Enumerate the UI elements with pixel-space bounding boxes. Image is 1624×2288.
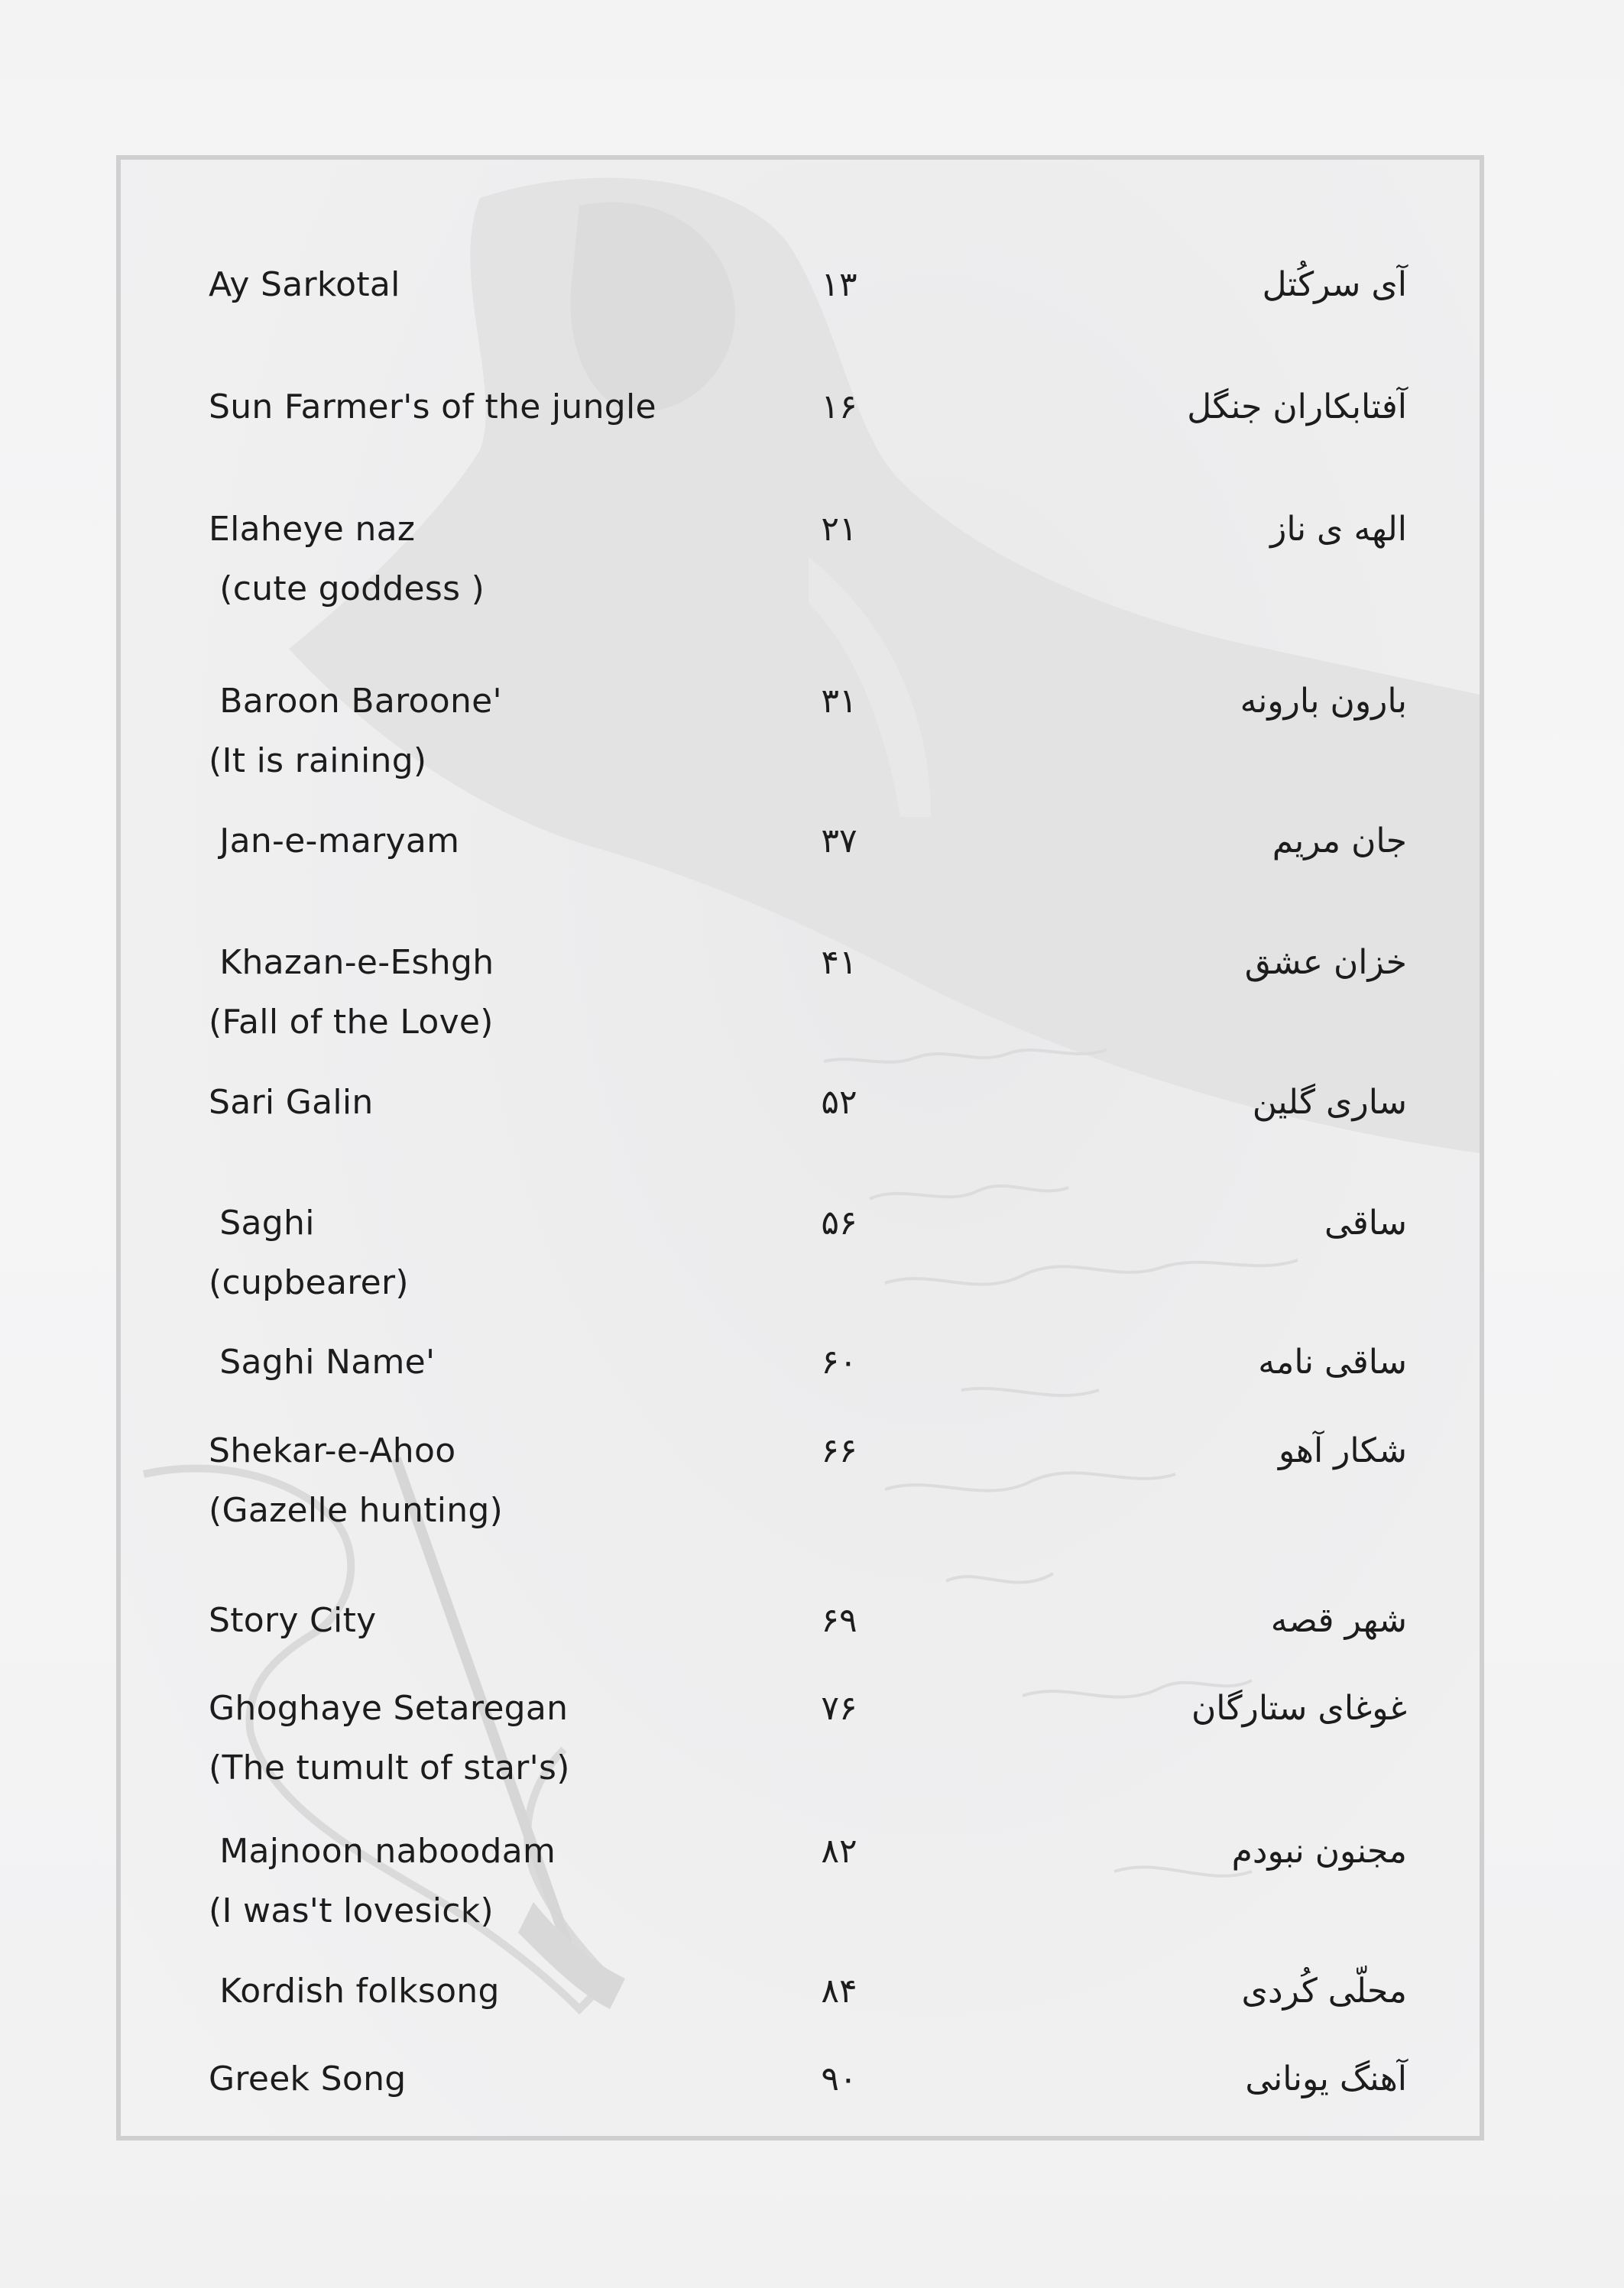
page-number: ۱۶ <box>821 387 857 426</box>
persian-title: ساقی نامه <box>1258 1343 1407 1382</box>
persian-title: آفتابکاران جنگل <box>1187 387 1407 426</box>
page-number: ۷۶ <box>821 1689 857 1728</box>
page-frame <box>116 155 1484 2141</box>
english-title: Ghoghaye Setaregan (The tumult of star's) <box>209 1689 570 1787</box>
page-number: ۵۲ <box>821 1083 857 1122</box>
english-title: Sun Farmer's of the jungle <box>209 387 656 426</box>
persian-title: غوغای ستارگان <box>1191 1689 1407 1728</box>
page-number: ۶۹ <box>821 1601 857 1640</box>
english-title: Shekar-e-Ahoo (Gazelle hunting) <box>209 1431 504 1530</box>
english-title: Majnoon naboodam (I was't lovesick) <box>209 1832 556 1930</box>
english-title: Sari Galin <box>209 1083 374 1122</box>
persian-title: بارون بارونه <box>1240 682 1407 721</box>
persian-title: خزان عشق <box>1244 943 1407 982</box>
page-number: ۶۰ <box>821 1343 857 1382</box>
persian-title: شکار آهو <box>1279 1431 1407 1470</box>
english-title: Story City <box>209 1601 377 1640</box>
persian-title: الهه ی ناز <box>1270 510 1407 549</box>
english-title: Greek Song <box>209 2060 407 2098</box>
english-title: Saghi (cupbearer) <box>209 1204 409 1302</box>
page-number: ۵۶ <box>821 1204 857 1243</box>
persian-title: محلّی کُردی <box>1241 1972 1407 2011</box>
page-number: ۸۴ <box>821 1972 857 2011</box>
persian-title: مجنون نبودم <box>1231 1832 1407 1871</box>
persian-title: ساقی <box>1324 1204 1407 1243</box>
page-number: ۹۰ <box>821 2060 857 2098</box>
page-number: ۳۱ <box>821 682 857 721</box>
page-number: ۲۱ <box>821 510 857 549</box>
persian-title: آی سرکُتل <box>1262 265 1407 304</box>
english-title: Saghi Name' <box>209 1343 436 1382</box>
persian-title: شهر قصه <box>1270 1601 1407 1640</box>
persian-title: جان مریم <box>1272 822 1407 860</box>
persian-title: آهنگ یونانی <box>1245 2060 1407 2098</box>
english-title: Ay Sarkotal <box>209 265 400 304</box>
persian-title: ساری گلین <box>1252 1083 1407 1122</box>
page-number: ۸۲ <box>821 1832 857 1871</box>
page-number: ۱۳ <box>821 265 857 304</box>
english-title: Kordish folksong <box>209 1972 500 2011</box>
english-title: Khazan-e-Eshgh (Fall of the Love) <box>209 943 494 1042</box>
english-title: Elaheye naz (cute goddess ) <box>209 510 485 608</box>
english-title: Baroon Baroone' (It is raining) <box>209 682 502 780</box>
english-title: Jan-e-maryam <box>209 822 460 860</box>
page-number: ۶۶ <box>821 1431 857 1470</box>
page-number: ۴۱ <box>821 943 857 982</box>
page-number: ۳۷ <box>821 822 857 860</box>
